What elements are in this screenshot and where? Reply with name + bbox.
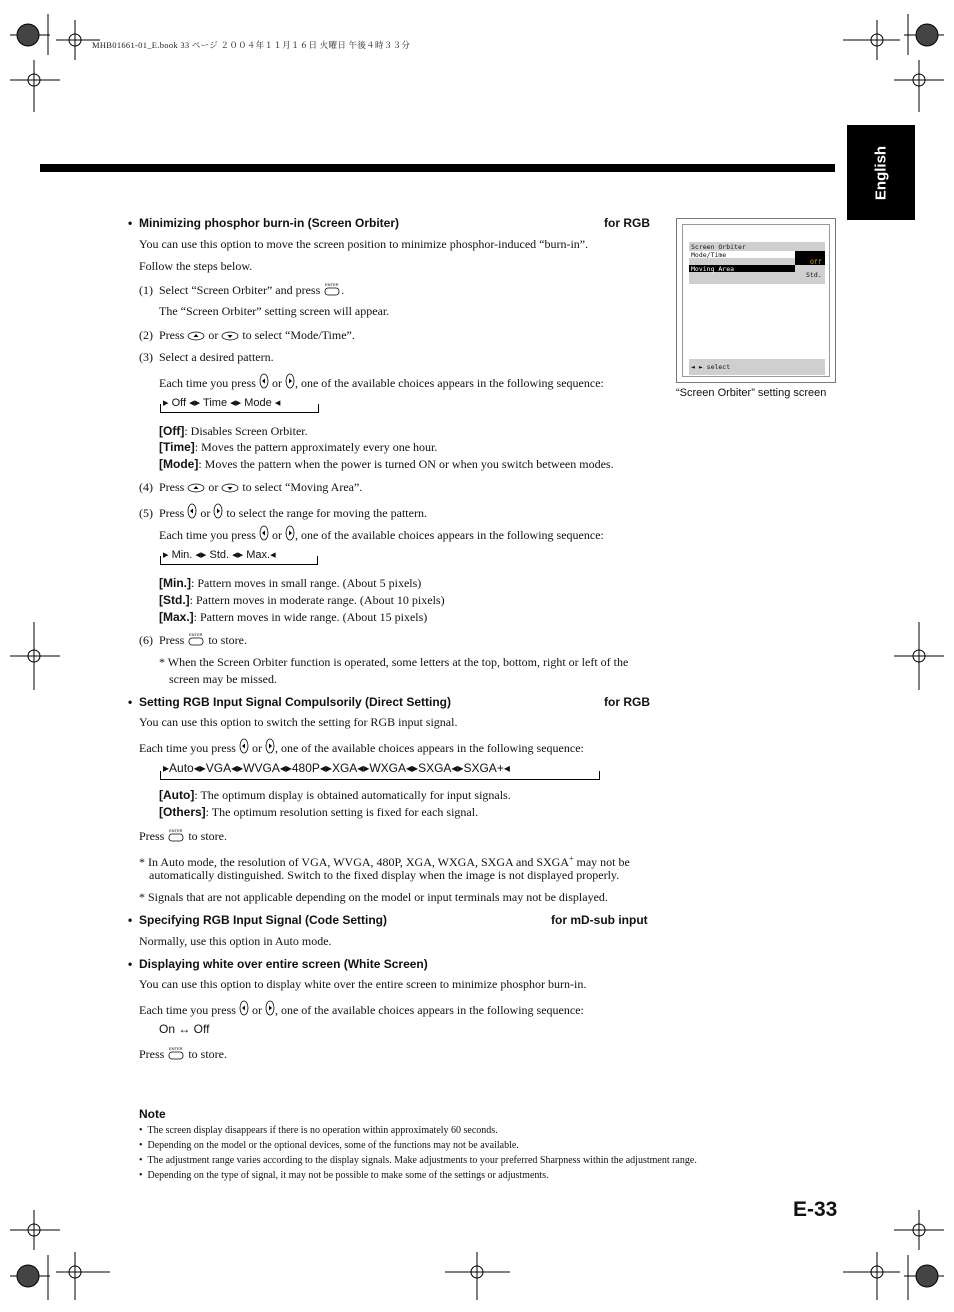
def-desc: : Pattern moves in moderate range. (About 10 pixels): [189, 593, 445, 607]
def-desc: : The optimum display is obtained automatically for input signals.: [194, 788, 511, 802]
step-text: Select “Screen Orbiter” and press: [159, 283, 321, 297]
or-text: or: [208, 480, 219, 494]
seq-item: Off: [171, 397, 187, 409]
def-key: [Auto]: [159, 788, 195, 802]
sequence-instruction: [159, 373, 604, 391]
step-3: [139, 350, 274, 365]
seq-text: , one of the available choices appears in the following sequence:: [294, 376, 604, 390]
seq-item: 480P: [291, 761, 320, 775]
osd-screen: [682, 224, 830, 377]
note-item-text: Depending on the model or the optional devices, some of the functions may not be available.: [147, 1140, 519, 1151]
step-5: [139, 503, 427, 521]
screen-orbiter-for: for RGB: [604, 216, 650, 230]
left-key-icon: [239, 738, 249, 754]
step-6: [139, 632, 247, 648]
white-screen-toggle: On ↔ Off: [159, 1022, 210, 1036]
white-screen-intro: You can use this option to display white over the entire screen to minimize phosphor burn-in.: [139, 977, 587, 991]
or-text: or: [208, 328, 219, 342]
direct-setting-sequence-instruction: [139, 738, 584, 756]
right-key-icon: [285, 525, 295, 541]
screen-orbiter-follow: Follow the steps below.: [139, 259, 253, 273]
step-2: [139, 328, 355, 343]
press-text: to store.: [188, 1047, 228, 1061]
down-key-icon: [221, 331, 239, 341]
osd-caption: “Screen Orbiter” setting screen: [676, 387, 827, 399]
up-key-icon: [187, 483, 205, 493]
seq-item: Auto: [169, 761, 194, 775]
seq-item: Min.: [171, 549, 193, 561]
seq-text: , one of the available choices appears in the following sequence:: [274, 1003, 584, 1017]
press-text: Press: [139, 829, 165, 843]
step-4: [139, 480, 362, 495]
step-text: Press: [159, 633, 185, 647]
seq-item: WVGA: [243, 761, 280, 775]
or-text: or: [200, 506, 211, 520]
seq-text: Each time you press: [159, 376, 256, 390]
note-item-text: The screen display disappears if there is no operation within approximately 60 seconds.: [147, 1125, 498, 1136]
def-key: [Off]: [159, 424, 185, 438]
osd-bottom-bar: [689, 359, 825, 375]
left-key-icon: [259, 373, 269, 389]
direct-setting-press: [139, 828, 227, 844]
step-text: Press: [159, 328, 185, 342]
seq-item: XGA: [331, 761, 358, 775]
screen-orbiter-heading: Minimizing phosphor burn-in (Screen Orbiter): [139, 216, 399, 230]
note-item: • Depending on the type of signal, it may not be possible to make some of the settings or adjustments.: [139, 1170, 549, 1181]
def-desc: : Moves the pattern when the power is turned ON or when you switch between modes.: [198, 457, 614, 471]
seq-text: Each time you press: [159, 528, 256, 542]
or-text: or: [251, 741, 262, 755]
code-setting-body: Normally, use this option in Auto mode.: [139, 934, 332, 948]
step-number: (4): [139, 480, 153, 494]
osd-row1-label: Mode/Time: [691, 251, 727, 259]
def-key: [Mode]: [159, 457, 199, 471]
enter-key-label: ENTER: [325, 282, 339, 287]
seq-item: SXGA+: [463, 761, 504, 775]
def-time: [159, 440, 437, 455]
step-text-end: .: [341, 283, 345, 297]
def-key: [Time]: [159, 440, 195, 454]
step-text: Press: [159, 480, 185, 494]
osd-bottom-hint: ◄ ► select: [691, 363, 731, 371]
direct-note-2: * Signals that are not applicable depending on the model or input terminals may not be displayed.: [139, 890, 608, 904]
language-tab-label: English: [872, 145, 890, 200]
def-std: [159, 593, 445, 608]
footnote-line-2: screen may be missed.: [169, 672, 277, 686]
seq-item: SXGA: [418, 761, 452, 775]
direct-setting-heading: Setting RGB Input Signal Compulsorily (Direct Setting): [139, 695, 452, 709]
def-key: [Max.]: [159, 610, 194, 624]
header-rule: [40, 164, 835, 172]
def-others: [159, 805, 478, 820]
press-text: to store.: [188, 829, 228, 843]
step-1: [139, 282, 344, 298]
file-info: MHB01661-01_E.book 33 ページ ２００４年１１月１６日 火曜日 午後４時３３分: [92, 40, 411, 50]
step-text: to select “Moving Area”.: [242, 480, 363, 494]
or-text: or: [271, 376, 282, 390]
range-sequence: ▸ Min. ◂▸ Std. ◂▸ Max.◂: [163, 549, 276, 561]
right-key-icon: [285, 373, 295, 389]
note-text: * In Auto mode, the resolution of VGA, WVGA, 480P, XGA, WXGA, SXGA and SXGA: [139, 855, 569, 869]
osd-row2-value: Std.: [806, 271, 822, 279]
right-key-icon: [265, 738, 275, 754]
osd-row2-label: Moving Area: [691, 265, 735, 273]
code-setting-for: for mD-sub input: [551, 913, 648, 927]
code-setting-heading: Specifying RGB Input Signal (Code Setting): [139, 913, 387, 927]
white-screen-heading: Displaying white over entire screen (White Screen): [139, 957, 428, 971]
bullet: •: [128, 695, 133, 709]
step-number: (3): [139, 350, 153, 364]
direct-note-1-cont: automatically distinguished. Switch to the fixed display when the image is not displayed properly.: [149, 868, 620, 882]
seq-item: Max.: [246, 549, 271, 561]
def-key: [Min.]: [159, 576, 191, 590]
step-text: to select the range for moving the pattern.: [226, 506, 427, 520]
seq-text: Each time you press: [139, 741, 236, 755]
note-item: • The screen display disappears if there is no operation within approximately 60 seconds.: [139, 1125, 498, 1136]
note-item: • Depending on the model or the optional devices, some of the functions may not be available.: [139, 1140, 519, 1151]
right-key-icon: [265, 1000, 275, 1016]
enter-key-icon: [187, 632, 205, 646]
note-item: • The adjustment range varies according to the display signals. Make adjustments to your preferred Sharpness within the adjustment range.: [139, 1155, 697, 1166]
def-off: [159, 424, 308, 439]
signal-sequence: ▸Auto◂▸VGA◂▸WVGA◂▸480P◂▸XGA◂▸WXGA◂▸SXGA◂▸SXGA+◂: [163, 761, 510, 775]
def-key: [Others]: [159, 805, 206, 819]
seq-text: , one of the available choices appears in the following sequence:: [274, 741, 584, 755]
def-max: [159, 610, 427, 625]
enter-key-label: ENTER: [169, 1046, 183, 1051]
right-key-icon: [213, 503, 223, 519]
def-desc: : Pattern moves in small range. (About 5 pixels): [191, 576, 422, 590]
step-number: (2): [139, 328, 153, 342]
step-number: (6): [139, 633, 153, 647]
bullet: •: [128, 957, 133, 971]
screen-orbiter-intro: You can use this option to move the screen position to minimize phosphor-induced “burn-in”.: [139, 237, 589, 251]
up-key-icon: [187, 331, 205, 341]
def-mode: [159, 457, 614, 472]
direct-setting-for: for RGB: [604, 695, 650, 709]
footnote-line-1: * When the Screen Orbiter function is operated, some letters at the top, bottom, right or left of the: [159, 655, 629, 669]
left-key-icon: [187, 503, 197, 519]
press-text: Press: [139, 1047, 165, 1061]
page-number: E-33: [793, 1198, 838, 1221]
note-item-text: The adjustment range varies according to the display signals. Make adjustments to your preferred Sharpness within the adjustment range.: [147, 1155, 697, 1166]
down-key-icon: [221, 483, 239, 493]
language-tab: [847, 125, 915, 220]
enter-key-icon: [167, 1046, 185, 1060]
left-key-icon: [259, 525, 269, 541]
seq-item: Time: [203, 397, 228, 409]
step-number: (5): [139, 506, 153, 520]
direct-setting-intro: You can use this option to switch the setting for RGB input signal.: [139, 715, 458, 729]
enter-key-icon: [167, 828, 185, 842]
step-text: to store.: [208, 633, 248, 647]
def-min: [159, 576, 421, 591]
osd-row1-value: Off: [810, 258, 822, 266]
osd-title: Screen Orbiter: [691, 243, 746, 251]
bullet: •: [128, 216, 133, 230]
step-text: Select a desired pattern.: [159, 350, 274, 364]
seq-item: Std.: [209, 549, 230, 561]
note-item-text: Depending on the type of signal, it may not be possible to make some of the settings or adjustments.: [147, 1170, 549, 1181]
sequence-instruction-2: [159, 525, 604, 543]
enter-key-icon: [323, 282, 341, 296]
enter-key-label: ENTER: [169, 828, 183, 833]
enter-key-label: ENTER: [189, 632, 203, 637]
seq-text: Each time you press: [139, 1003, 236, 1017]
step-number: (1): [139, 283, 153, 297]
pattern-sequence: ▸ Off ◂▸ Time ◂▸ Mode ◂: [163, 397, 281, 409]
seq-item: VGA: [205, 761, 232, 775]
note-text: may not be: [573, 855, 630, 869]
note-heading: Note: [139, 1107, 166, 1121]
def-key: [Std.]: [159, 593, 190, 607]
seq-item: Mode: [244, 397, 272, 409]
osd-screenshot: [676, 218, 836, 383]
or-text: or: [271, 528, 282, 542]
step-text: Press: [159, 506, 185, 520]
step-text: to select “Mode/Time”.: [242, 328, 355, 342]
osd-menu: [689, 242, 825, 284]
white-screen-sequence-instruction: [139, 1000, 584, 1018]
note-sup: +: [569, 854, 574, 863]
def-desc: : Disables Screen Orbiter.: [184, 424, 308, 438]
seq-item: WXGA: [369, 761, 407, 775]
left-key-icon: [239, 1000, 249, 1016]
def-auto: [159, 788, 511, 803]
def-desc: : The optimum resolution setting is fixed for each signal.: [205, 805, 479, 819]
step-1-sub: The “Screen Orbiter” setting screen will appear.: [159, 304, 390, 318]
def-desc: : Pattern moves in wide range. (About 15 pixels): [193, 610, 428, 624]
white-screen-press: [139, 1046, 227, 1062]
seq-text: , one of the available choices appears in the following sequence:: [294, 528, 604, 542]
bullet: •: [128, 913, 133, 927]
or-text: or: [251, 1003, 262, 1017]
def-desc: : Moves the pattern approximately every one hour.: [194, 440, 438, 454]
